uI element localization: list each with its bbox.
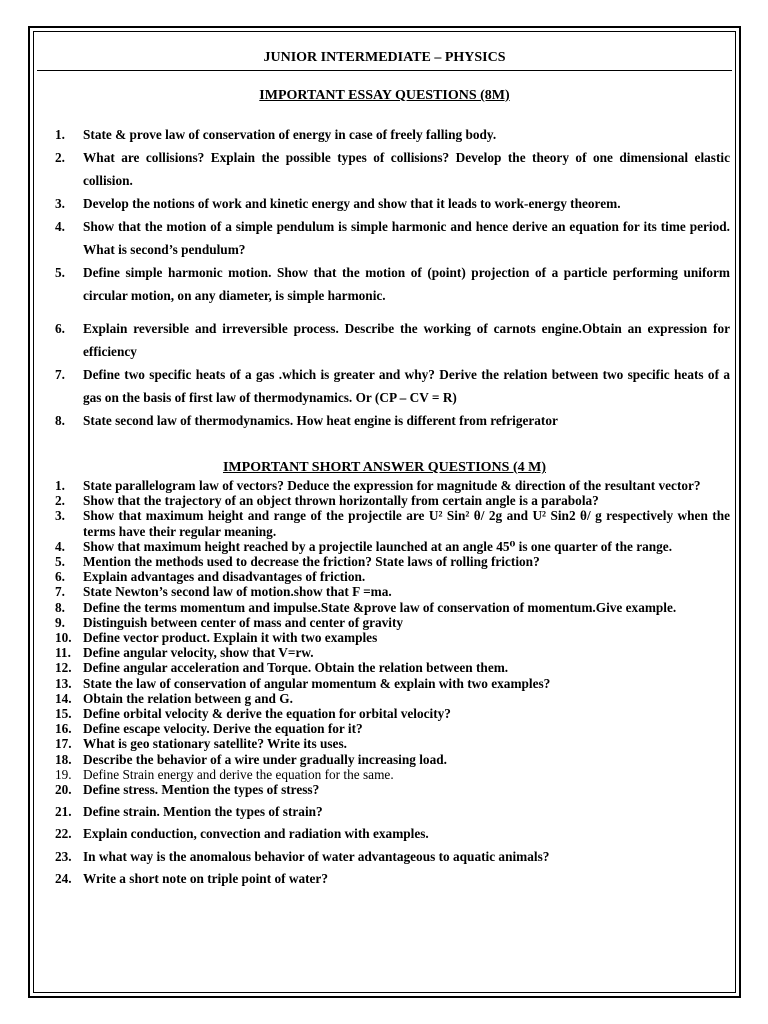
question-text: Define orbital velocity & derive the equation for orbital velocity? (83, 706, 451, 722)
short-question (55, 752, 730, 767)
short-question (55, 706, 730, 721)
question-text: Define two specific heats of a gas .which is greater and why? Derive the relation between two specific heats of a gas on the basis of first law of thermodynamics. Or (CP – CV = R) (83, 367, 730, 405)
short-question (55, 615, 730, 630)
question-number: 16. (55, 721, 72, 737)
question-number: 1. (55, 127, 65, 142)
question-number: 18. (55, 751, 72, 767)
question-text: Define Strain energy and derive the equation for the same. (83, 766, 394, 782)
question-text: Define simple harmonic motion. Show that the motion of (point) projection of a particle performing uniform circular motion, on any diameter, is simple harmonic. (83, 265, 730, 303)
question-text: State the law of conservation of angular momentum & explain with two examples? (83, 675, 551, 691)
essay-question (55, 146, 730, 192)
question-text: State & prove law of conservation of energy in case of freely falling body. (83, 127, 497, 142)
question-text: Show that maximum height and range of the projectile are U² Sin² θ/ 2g and U² Sin2 θ/ g respectively when the terms have their regular meaning. (83, 508, 730, 539)
short-question (55, 849, 730, 864)
essay-question (55, 409, 730, 432)
question-number: 3. (55, 196, 65, 211)
short-question (55, 804, 730, 819)
question-number: 10. (55, 630, 72, 646)
short-question (55, 826, 730, 841)
question-text: Show that the motion of a simple pendulum is simple harmonic and hence derive an equation for its time period. What is second’s pendulum? (83, 219, 730, 257)
question-text: Define the terms momentum and impulse.State &prove law of conservation of momentum.Give example. (83, 599, 677, 615)
question-text: Define stress. Mention the types of stress? (83, 782, 320, 798)
question-number: 5. (55, 554, 65, 570)
short-question (55, 691, 730, 706)
question-text: Show that maximum height reached by a projectile launched at an angle 45⁰ is one quarter of the range. (83, 538, 673, 554)
short-question (55, 736, 730, 751)
short-question (55, 782, 730, 797)
question-text: Define vector product. Explain it with two examples (83, 630, 378, 646)
question-number: 14. (55, 690, 72, 706)
question-number: 4. (55, 219, 65, 234)
short-question (55, 721, 730, 736)
short-question (55, 871, 730, 886)
question-text: Explain reversible and irreversible process. Describe the working of carnots engine.Obtain an expression for efficiency (83, 321, 730, 359)
question-number: 22. (55, 826, 72, 842)
essay-question (55, 317, 730, 363)
short-question (55, 660, 730, 675)
question-number: 23. (55, 848, 72, 864)
question-text: Explain conduction, convection and radiation with examples. (83, 826, 429, 842)
question-number: 15. (55, 706, 72, 722)
question-number: 21. (55, 804, 72, 820)
question-number: 11. (55, 645, 71, 661)
question-text: Define strain. Mention the types of strain? (83, 804, 323, 820)
short-question (55, 478, 730, 493)
essay-question (55, 192, 730, 215)
question-number: 19. (55, 766, 72, 782)
question-number: 8. (55, 599, 65, 615)
short-question (55, 645, 730, 660)
question-text: Define angular acceleration and Torque. Obtain the relation between them. (83, 660, 509, 676)
question-text: Mention the methods used to decrease the friction? State laws of rolling friction? (83, 554, 540, 570)
question-number: 3. (55, 508, 65, 524)
question-text: What is geo stationary satellite? Write its uses. (83, 736, 347, 752)
question-number: 12. (55, 660, 72, 676)
page-title: JUNIOR INTERMEDIATE – PHYSICS (263, 50, 506, 65)
short-question-list (55, 478, 730, 886)
question-number: 2. (55, 150, 65, 165)
question-number: 7. (55, 584, 65, 600)
question-number: 13. (55, 675, 72, 691)
header-divider (37, 70, 732, 71)
short-question (55, 584, 730, 599)
question-number: 5. (55, 265, 65, 280)
question-number: 7. (55, 367, 65, 382)
short-question (55, 493, 730, 508)
essay-question-list (55, 123, 730, 432)
question-text: Describe the behavior of a wire under gradually increasing load. (83, 751, 447, 767)
short-question (55, 767, 730, 782)
question-text: Write a short note on triple point of water? (83, 870, 328, 886)
short-question (55, 600, 730, 615)
essay-question (55, 123, 730, 146)
short-question (55, 554, 730, 569)
question-text: Obtain the relation between g and G. (83, 690, 293, 706)
question-text: Develop the notions of work and kinetic energy and show that it leads to work-energy theorem. (83, 196, 621, 211)
question-number: 8. (55, 413, 65, 428)
question-text: In what way is the anomalous behavior of water advantageous to aquatic animals? (83, 848, 550, 864)
essay-question (55, 363, 730, 409)
short-question (55, 569, 730, 584)
question-number: 2. (55, 493, 65, 509)
question-number: 4. (55, 538, 65, 554)
question-text: Distinguish between center of mass and center of gravity (83, 614, 404, 630)
short-question (55, 676, 730, 691)
question-number: 6. (55, 569, 65, 585)
question-text: State Newton’s second law of motion.show that F =ma. (83, 584, 392, 600)
question-number: 20. (55, 782, 72, 798)
short-question (55, 630, 730, 645)
question-text: State parallelogram law of vectors? Deduce the expression for magnitude & direction of the resultant vector? (83, 478, 701, 493)
short-section-title: IMPORTANT SHORT ANSWER QUESTIONS (4 M) (222, 460, 546, 475)
question-number: 24. (55, 870, 72, 886)
short-question (55, 508, 730, 538)
essay-question (55, 215, 730, 261)
essay-section-title: IMPORTANT ESSAY QUESTIONS (8M) (259, 88, 510, 103)
question-number: 17. (55, 736, 72, 752)
question-number: 9. (55, 614, 65, 630)
question-text: Show that the trajectory of an object thrown horizontally from certain angle is a parabola? (83, 493, 599, 509)
essay-question (55, 261, 730, 307)
question-number: 1. (55, 478, 65, 493)
short-question (55, 539, 730, 554)
question-text: Explain advantages and disadvantages of friction. (83, 569, 366, 585)
question-text: State second law of thermodynamics. How heat engine is different from refrigerator (83, 413, 558, 428)
question-text: Define angular velocity, show that V=rw. (83, 645, 314, 661)
question-number: 6. (55, 321, 65, 336)
question-text: What are collisions? Explain the possible types of collisions? Develop the theory of one dimensional elastic collision. (83, 150, 730, 188)
question-text: Define escape velocity. Derive the equation for it? (83, 721, 363, 737)
